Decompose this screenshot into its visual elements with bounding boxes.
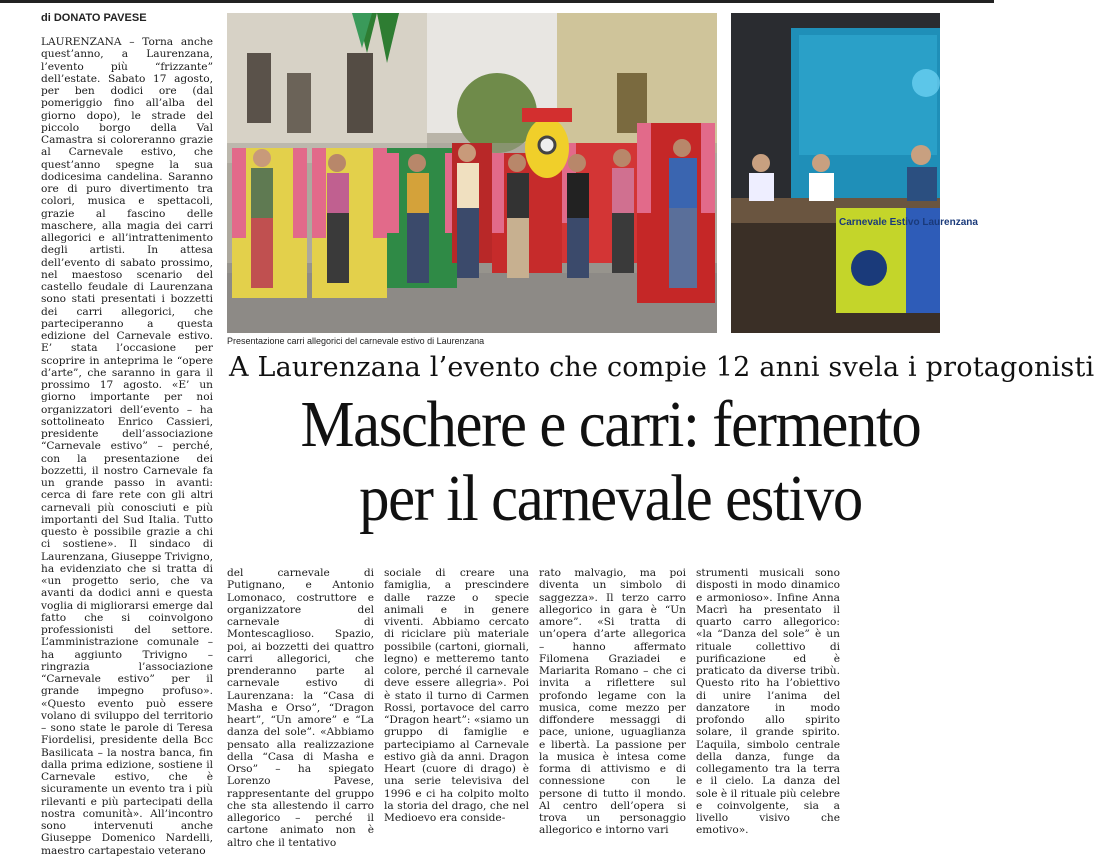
column-text: rato malvagio, ma poi diventa un simbolo di saggezza». Il terzo carro allegorico in gara è “Un amore”. «Si tratta di un’opera d’arte allegorica – hanno affermato Filomena Graziadei e Mariarita Romano – che ci invita a riflettere sul profondo legame con la musica, come mezzo per diffondere messaggi di pace, unione, uguaglianza e libertà. La passione per la musica è intesa come forma di attivismo e di connessione con le persone di tutto il mondo. Al centro dell’opera si trova un personaggio allegorico e intorno vari	[539, 567, 686, 837]
article-column-5	[696, 567, 840, 837]
column-text: sociale di creare una famiglia, a prescindere dalle razze o specie animali e in genere viventi. Abbiamo cercato di riciclare più materiale possibile (cartoni, giornali, legno) e metteremo tanto colore, perché il carnevale deve essere allegria». Poi è stato il turno di Carmen Rossi, portavoce del carro “Dragon heart”: «siamo un gruppo di famiglie e partecipiamo al Carnevale estivo già da anni. Dragon Heart (cuore di drago) è una serie televisiva del 1996 e ci ha colpito molto la storia del drago, che nel Medioevo era conside-	[384, 567, 529, 824]
kicker: A Laurenzana l’evento che compie 12 anni svela i protagonisti	[229, 352, 1094, 383]
top-rule	[0, 0, 994, 3]
article-column-4	[539, 567, 686, 837]
headline-line-2: per il carnevale estivo	[359, 462, 862, 535]
column-text: LAURENZANA – Torna anche quest’anno, a Laurenzana, l’evento più “frizzante” dell’estate. Sabato 17 agosto, per ben dodici ore (dal pomeriggio fino all’alba del giorno dopo), le strade del piccolo borgo della Val Camastra si coloreranno grazie al Carnevale estivo, che quest’anno spegne la sua dodicesima candelina. Saranno ore di puro divertimento tra colori, musica e spettacoli, grazie al fascino delle maschere, alla magia dei carri allegorici e all’intrattenimento degli artisti. In attesa dell’evento di sabato prossimo, nel maestoso scenario del castello feudale di Laurenzana sono stati presentati i bozzetti dei carri allegorici, che parteciperanno a questa edizione del Carnevale estivo. E’ stata l’occasione per scoprire in anteprima le “opere d’arte”, che saranno in gara il prossimo 17 agosto. «E’ un giorno importante per noi organizzatori dell’evento – ha sottolineato Enrico Cassieri, presidente dell’associazione “Carnevale estivo” – perché, con la presentazione dei bozzetti, il nostro Carnevale fa un grande passo in avanti: cerca di fare rete con gli altri carnevali più conosciuti e più importanti del Sud Italia. Tutto questo è possibile grazie a chi ci sostiene». Il sindaco di Laurenzana, Giuseppe Trivigno, ha evidenziato che si tratta di «un progetto serio, che va avanti da dodici anni e questa voglia di migliorarsi emerge dal fatto che si coinvolgono professionisti del settore. L’amministrazione comunale – ha aggiunto Trivigno – ringrazia l’associazione “Carnevale estivo” per il grande impegno profuso». «Questo evento può essere volano di sviluppo del territorio – sono state le parole di Teresa Fiordelisi, presidente della Bcc Basilicata – la nostra banca, fin dalla prima edizione, sostiene il Carnevale estivo, che è sicuramente un evento tra i più rilevanti e più partecipati della nostra comunità». All’incontro sono intervenuti anche Giuseppe Domenico Nardelli, maestro cartapestaio veterano	[41, 36, 213, 857]
headline	[227, 388, 994, 536]
presentation-illustration	[731, 13, 978, 333]
photo-presentation	[731, 13, 978, 333]
floats-illustration	[227, 13, 717, 333]
article-column-2	[227, 567, 374, 849]
photo-carnival-floats	[227, 13, 717, 333]
poster-text: Carnevale Estivo Laurenzana	[839, 217, 978, 228]
column-text: del carnevale di Putignano, e Antonio Lomonaco, costruttore e organizzatore del carnevale di Montescaglioso. Spazio, poi, ai bozzetti dei quattro carri allegorici, che prenderanno parte al carnevale estivo di Laurenzana: la “Casa di Masha e Orso”, “Dragon heart”, “Un amore” e “La danza del sole”. «Abbiamo pensato alla realizzazione della “Casa di Masha e Orso” – ha spiegato Lorenzo Pavese, rappresentante del gruppo che sta allestendo il carro allegorico – perché il cartone animato non è altro che il tentativo	[227, 567, 374, 849]
byline: di DONATO PAVESE	[41, 12, 147, 24]
article-column-3	[384, 567, 529, 824]
headline-line-1: Maschere e carri: fermento	[300, 388, 921, 461]
column-text: strumenti musicali sono disposti in modo dinamico e armonioso». Infine Anna Macrì ha presentato il quarto carro allegorico: «la “Danza del sole” è un rituale collettivo di purificazione ed è praticato da diverse tribù. Questo rito ha l’obiettivo di unire l’anima del danzatore in modo profondo allo spirito solare, il grande spirito. L’aquila, simbolo centrale della danza, funge da collegamento tra la terra e il cielo. La danza del sole è il rituale più celebre e coinvolgente, sia a livello visivo che emotivo».	[696, 567, 840, 837]
article-column-1	[41, 36, 213, 857]
photo-caption: Presentazione carri allegorici del carnevale estivo di Laurenzana	[227, 336, 485, 346]
